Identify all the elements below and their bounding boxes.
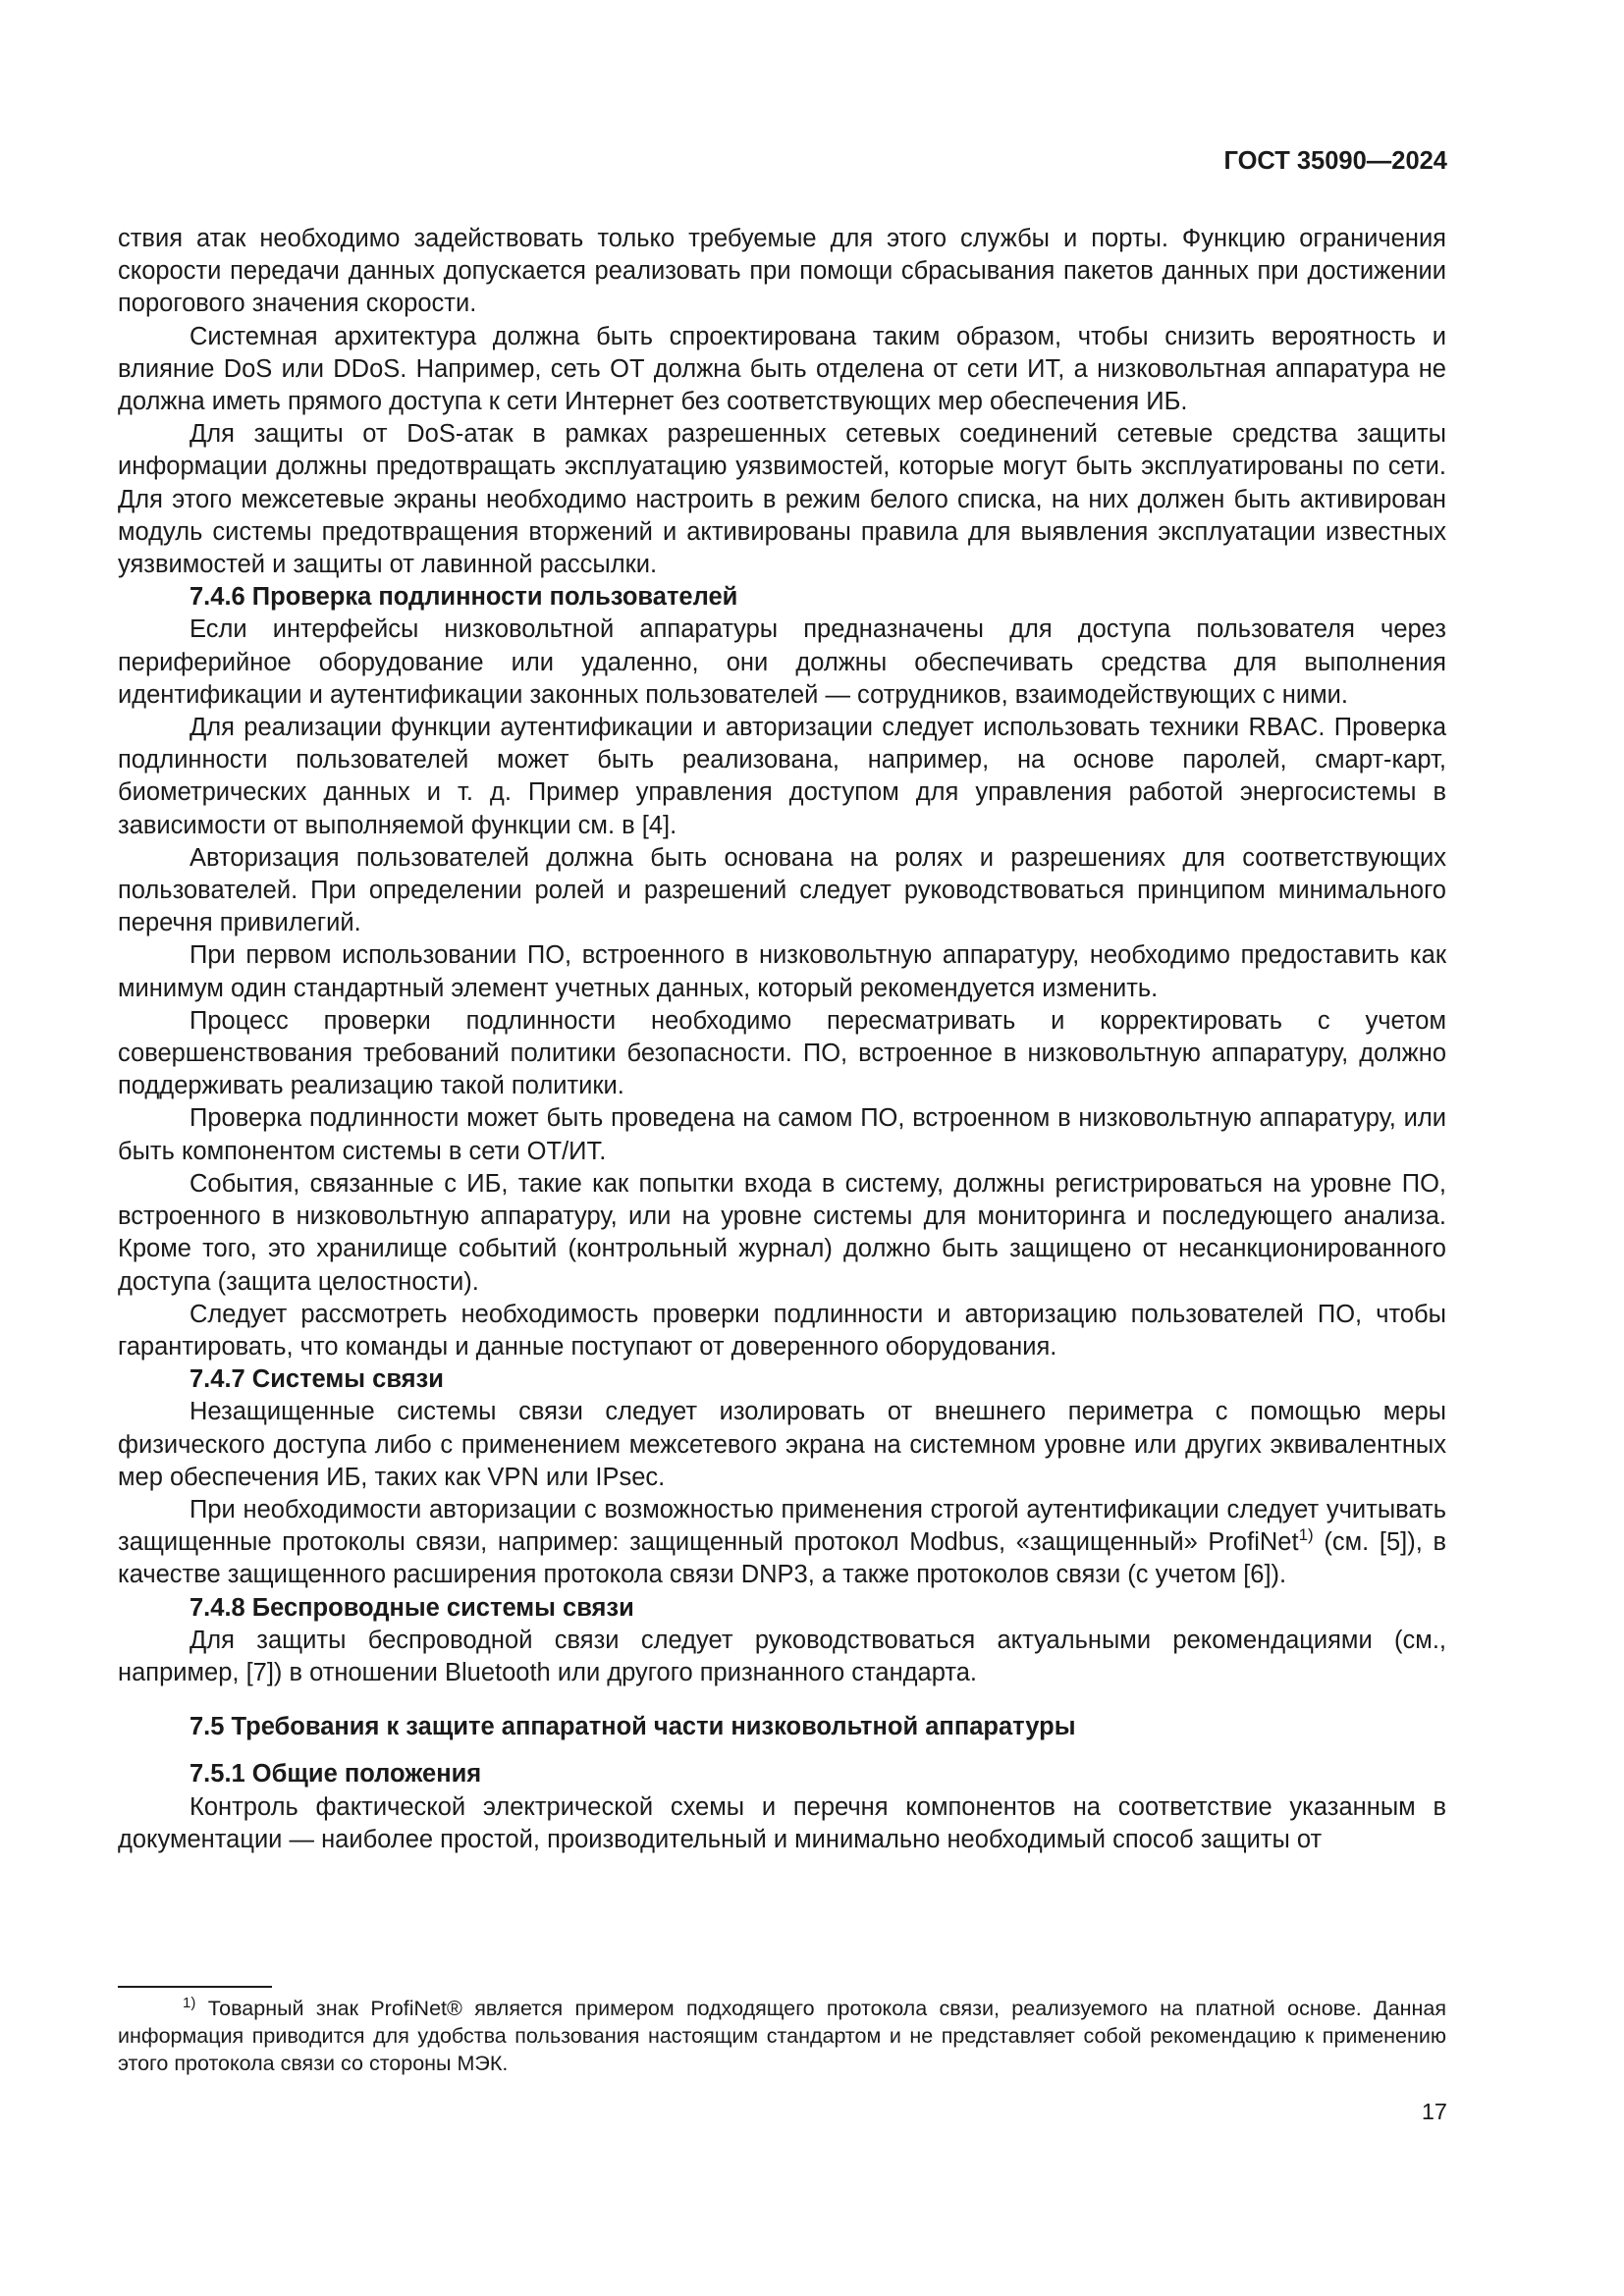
paragraph-dos-ports: ствия атак необходимо задействовать только требуемые для этого службы и порты. Функцию ограничения скорости передачи данных допускается реализовать при помощи сбрасывания пакетов данных при достижении порогового значения скорости.: [118, 225, 1446, 318]
paragraph-system-architecture: Системная архитектура должна быть спроектирована таким образом, чтобы снизить вероятность и влияние DoS или DDoS. Например, сеть ОТ должна быть отделена от сети ИТ, а низковольтная аппаратура не должна иметь прямого доступа к сети Интернет без соответствующих мер обеспечения ИБ.: [118, 322, 1446, 416]
paragraph-user-interfaces: Если интерфейсы низковольтной аппаратуры предназначены для доступа пользователя через периферийное оборудование или удаленно, они должны обеспечивать средства для выполнения идентификации и аутентификации законных пользователей — сотрудников, взаимодействующих с ними.: [118, 615, 1446, 709]
paragraph-auth-process: Процесс проверки подлинности необходимо пересматривать и корректировать с учетом совершенствования требований политики безопасности. ПО, встроенное в низковольтную аппаратуру, должно поддерживать реализацию такой политики.: [118, 1006, 1446, 1100]
paragraph-circuit-control: Контроль фактической электрической схемы и перечня компонентов на соответствие указанным в документации — наиболее простой, производительный и минимально необходимый способ защиты от: [118, 1792, 1446, 1853]
paragraph-secure-protocols-text-a: При необходимости авторизации с возможностью применения строгой аутентификации следует учитывать защищенные протоколы связи, например: защищенный протокол Modbus, «защищенный» ProfiNet: [118, 1495, 1446, 1557]
page-number: 17: [1421, 2099, 1447, 2124]
paragraph-unsecured-comms: Незащищенные системы связи следует изолировать от внешнего периметра с помощью меры физического доступа либо с применением межсетевого экрана на системном уровне или других эквивалентных мер обеспечения ИБ, таких как VPN или IPsec.: [118, 1398, 1446, 1491]
paragraph-secure-protocols: [118, 1494, 1446, 1592]
paragraph-secure-protocols-text-b: (см. [5]), в качестве защищенного расширения протокола связи DNP3, а также протоколов связи (с учетом [6]).: [118, 1528, 1447, 1589]
paragraph-event-logging: События, связанные с ИБ, такие как попытки входа в систему, должны регистрироваться на уровне ПО, встроенного в низковольтную аппаратуру, или на уровне системы для мониторинга и последующего анализа. Кроме того, это хранилище событий (контрольный журнал) должно быть защищено от несанкционированного доступа (защита целостности).: [118, 1169, 1446, 1296]
paragraph-rbac: Для реализации функции аутентификации и авторизации следует использовать техники RBAC. Проверка подлинности пользователей может быть реализована, например, на основе паролей, смарт-карт, биометрических данных и т. д. Пример управления доступом для управления работой энергосистемы в зависимости от выполняемой функции см. в [4].: [118, 714, 1446, 839]
paragraph-trusted-equipment: Следует рассмотреть необходимость проверки подлинности и авторизацию пользователей ПО, чтобы гарантировать, что команды и данные поступают от доверенного оборудования.: [118, 1300, 1446, 1361]
paragraph-auth-location: Проверка подлинности может быть проведена на самом ПО, встроенном в низковольтную аппаратуру, или быть компонентом системы в сети ОТ/ИТ.: [118, 1104, 1446, 1165]
main-text: [118, 223, 1446, 1856]
paragraph-wireless: Для защиты беспроводной связи следует руководствоваться актуальными рекомендациями (см., например, [7]) в отношении Bluetooth или другого признанного стандарта.: [118, 1626, 1446, 1686]
footnote-reference: 1): [1298, 1525, 1314, 1545]
heading-7-4-7: 7.4.7 Системы связи: [189, 1365, 444, 1394]
footnote-marker: 1): [183, 1995, 196, 2011]
footnote: [118, 1996, 1446, 2077]
footnote-separator: [118, 1986, 272, 1988]
paragraph-dos-protection: Для защиты от DoS-атак в рамках разрешенных сетевых соединений сетевые средства защиты информации должны предотвращать эксплуатацию уязвимостей, которые могут быть эксплуатированы по сети. Для этого межсетевые экраны необходимо настроить в режим белого списка, на них должен быть активирован модуль системы предотвращения вторжений и активированы правила для выявления эксплуатации известных уязвимостей и защиты от лавинной рассылки.: [118, 420, 1446, 579]
document-code-header: ГОСТ 35090—2024: [1223, 147, 1447, 175]
heading-7-4-8: 7.4.8 Беспроводные системы связи: [189, 1593, 634, 1622]
heading-7-5-1: 7.5.1 Общие положения: [189, 1760, 482, 1789]
heading-7-4-6: 7.4.6 Проверка подлинности пользователей: [189, 583, 738, 612]
heading-7-5: 7.5 Требования к защите аппаратной части низковольтной аппаратуры: [189, 1713, 1076, 1741]
footnote-text: Товарный знак ProfiNet® является примером подходящего протокола связи, реализуемого на платной основе. Данная информация приводится для удобства пользования настоящим стандартом и не представляет собой рекомендацию к применению этого протокола связи со стороны МЭК.: [118, 1997, 1446, 2075]
paragraph-default-credentials: При первом использовании ПО, встроенного в низковольтную аппаратуру, необходимо предоставить как минимум один стандартный элемент учетных данных, который рекомендуется изменить.: [118, 941, 1446, 1002]
paragraph-authorization-roles: Авторизация пользователей должна быть основана на ролях и разрешениях для соответствующих пользователей. При определении ролей и разрешений следует руководствоваться принципом минимального перечня привилегий.: [118, 843, 1446, 937]
